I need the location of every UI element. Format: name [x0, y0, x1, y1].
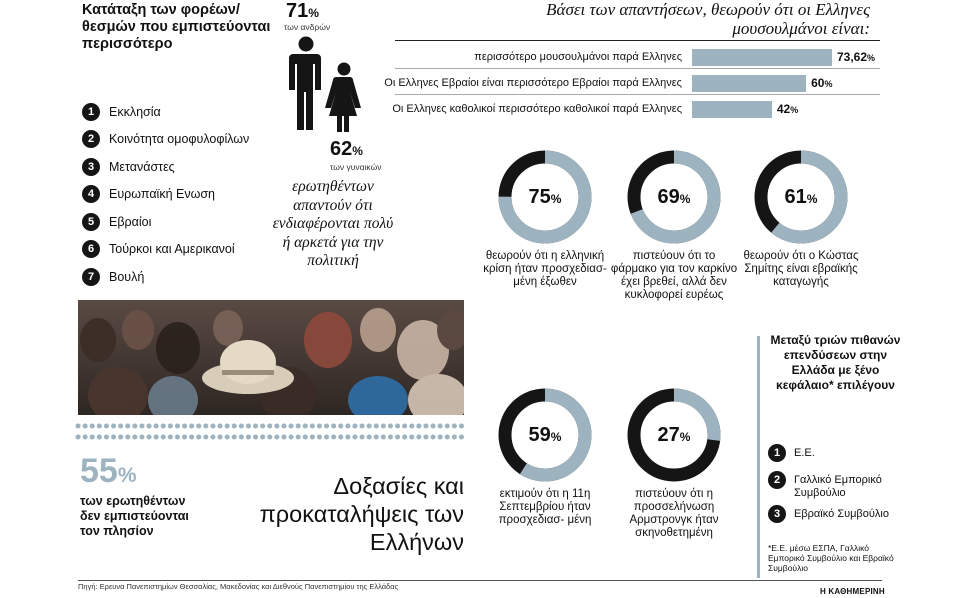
donut-value-label — [498, 150, 592, 244]
bars-title: Βάσει των απαντήσεων, θεωρούν ότι οι Ελληνες μουσουλμάνοι είναι: — [546, 0, 870, 38]
bar-value-label — [837, 50, 875, 64]
trust-value: 55 — [80, 452, 118, 490]
donut-value-label — [754, 150, 848, 244]
bar-value-suffix: % — [790, 105, 799, 115]
donut-value-suffix: % — [679, 430, 691, 444]
trust-suffix: % — [117, 464, 137, 487]
ranking-number-badge: 2 — [82, 130, 100, 148]
donut-value-label — [627, 388, 721, 482]
donut-chart — [627, 150, 721, 244]
donut-value-number: 61 — [784, 185, 807, 208]
donut-value-number: 75 — [528, 185, 551, 208]
donut-value-suffix: % — [679, 192, 691, 206]
donut-value-number: 59 — [528, 423, 551, 446]
investment-item — [768, 444, 892, 462]
ranking-number-badge: 3 — [82, 158, 100, 176]
bar-value-label — [777, 102, 798, 116]
ranking-number-badge: 5 — [82, 213, 100, 231]
men-percent-suffix: % — [308, 6, 319, 20]
donut-value-suffix: % — [550, 192, 562, 206]
dotted-divider-1 — [75, 423, 467, 429]
ranking-item — [82, 208, 272, 236]
donut-caption: εκτιμούν ότι η 11η Σεπτεμβρίου ήταν προσχεδιασ- μένη — [498, 488, 592, 526]
bar-row — [395, 47, 880, 69]
women-percent-value: 62 — [330, 138, 353, 160]
bar-row — [384, 73, 880, 95]
ranking-list — [82, 98, 272, 291]
investment-item-label: Εβραϊκό Συμβούλιο — [794, 508, 889, 520]
investment-title: Μεταξύ τριών πιθανών επενδύσεων στην Ελλάδα με ξένο κεφάλαιο* επιλέγουν — [770, 333, 901, 392]
footer-divider — [78, 580, 882, 581]
woman-icon — [325, 63, 361, 133]
women-percent-suffix: % — [352, 144, 363, 158]
donut-caption: θεωρούν ότι η ελληνική κρίση ήταν προσχεδιασ- μένη έξωθεν — [483, 250, 607, 288]
ranking-item-label: Ευρωπαϊκή Ενωση — [109, 187, 216, 202]
ranking-item — [82, 98, 272, 126]
donut-chart — [627, 388, 721, 482]
bar-row — [392, 99, 880, 121]
investment-number-badge: 1 — [768, 444, 786, 462]
investment-footnote: *Ε.Ε. μέσω ΕΣΠΑ, Γαλλικό Εμπορικό Συμβούλιο και Εβραϊκό Συμβούλιο — [768, 543, 894, 573]
bar-label: περισσότερο μουσουλμάνοι παρά Ελληνες — [474, 51, 682, 63]
investment-item — [768, 471, 892, 500]
bar-value-number: 73,62 — [837, 50, 868, 64]
investment-accent-bar — [757, 336, 760, 578]
men-label: των ανδρών — [284, 22, 331, 32]
bar-label: Οι Ελληνες Εβραίοι είναι περισσότερο Εβραίοι παρά Ελληνες — [384, 77, 682, 89]
men-percent-value: 71 — [286, 0, 309, 22]
ranking-item — [82, 263, 272, 291]
brand-logo-text: Η ΚΑΘΗΜΕΡΙΝΗ — [820, 587, 885, 596]
bar-fill — [692, 49, 832, 66]
bar-value-label — [811, 76, 832, 90]
donut-value-suffix: % — [550, 430, 562, 444]
bar-label: Οι Ελληνες καθολικοί περισσότερο καθολικοί παρά Ελληνες — [392, 103, 682, 115]
dotted-divider-2 — [75, 434, 467, 440]
donut-chart — [754, 150, 848, 244]
donut-chart — [498, 150, 592, 244]
donut-value-number: 69 — [657, 185, 680, 208]
bar-fill — [692, 75, 806, 92]
ranking-number-badge: 7 — [82, 268, 100, 286]
crowd-photo — [78, 300, 464, 415]
donut-caption: πιστεύουν ότι το φάρμακο για τον καρκίνο έχει βρεθεί, αλλά δεν κυκλοφορεί ευρέως — [610, 250, 738, 301]
donut-caption: θεωρούν ότι ο Κώστας Σημίτης είναι εβραϊκής καταγωγής — [743, 250, 859, 288]
ranking-number-badge: 1 — [82, 103, 100, 121]
bar-separator — [395, 68, 880, 69]
ranking-item-label: Εβραίοι — [109, 214, 152, 229]
women-label: των γυναικών — [330, 162, 382, 172]
investment-item — [768, 505, 892, 523]
ranking-number-badge: 6 — [82, 240, 100, 258]
man-icon — [289, 37, 321, 131]
ranking-item — [82, 153, 272, 181]
politics-statement: ερωτηθέντων απαντούν ότι ενδιαφέρονται πολύ ή αρκετά για την πολιτική — [272, 178, 394, 269]
ranking-item-label: Τούρκοι και Αμερικανοί — [109, 242, 235, 257]
bars-divider — [395, 40, 880, 41]
bar-value-number: 42 — [776, 102, 791, 116]
donut-chart — [498, 388, 592, 482]
donut-value-label — [627, 150, 721, 244]
women-stat — [330, 138, 363, 161]
bar-value-suffix: % — [867, 53, 876, 63]
ranking-title: Κατάταξη των φορέων/ θεσμών που εμπιστεύονται περισσότερο — [82, 2, 271, 52]
bar-value-suffix: % — [824, 79, 833, 89]
donut-value-suffix: % — [806, 192, 818, 206]
investment-item-label: Γαλλικό Εμπορικό Συμβούλιο — [794, 474, 882, 499]
ranking-item — [82, 181, 272, 209]
trust-stat — [80, 452, 137, 491]
people-icon — [286, 36, 366, 132]
bar-separator — [395, 94, 880, 95]
bar-fill — [692, 101, 772, 118]
ranking-item-label: Μετανάστες — [109, 159, 175, 174]
main-title: Δοξασίες και προκαταλήψεις των Ελλήνων — [259, 473, 464, 555]
donut-value-number: 27 — [657, 423, 680, 446]
ranking-item-label: Κοινότητα ομοφυλοφίλων — [109, 132, 250, 147]
investment-item-label: Ε.Ε. — [794, 447, 815, 459]
bar-value-number: 60 — [811, 76, 825, 90]
donut-caption: πιστεύουν ότι η προσσελήνωση Αρμστρονγκ ήταν σκηνοθετημένη — [629, 488, 719, 539]
investment-number-badge: 3 — [768, 505, 786, 523]
ranking-number-badge: 4 — [82, 185, 100, 203]
ranking-item-label: Βουλή — [109, 269, 145, 284]
investment-number-badge: 2 — [768, 471, 786, 489]
ranking-item — [82, 126, 272, 154]
source-note: Πηγή: Ερευνα Πανεπιστημίων Θεσσαλίας, Μακεδονίας και Διεθνούς Πανεπιστημίου της Ελλάδας — [78, 582, 399, 591]
donut-value-label — [498, 388, 592, 482]
ranking-item — [82, 236, 272, 264]
ranking-item-label: Εκκλησία — [109, 104, 161, 119]
trust-caption: των ερωτηθέντων δεν εμπιστεύονται τον πλησίον — [80, 494, 189, 538]
men-stat — [286, 0, 319, 23]
